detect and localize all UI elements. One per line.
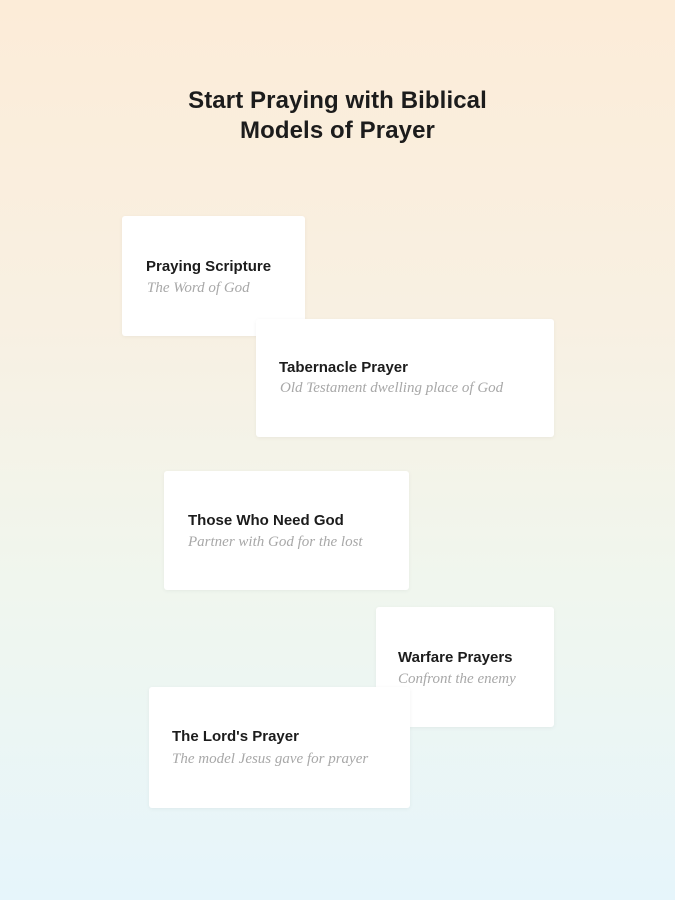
- prayer-card-those-who-need-god[interactable]: [164, 471, 409, 590]
- page-title-line-1: Start Praying with Biblical: [188, 87, 487, 114]
- page-title: [0, 86, 675, 146]
- prayer-card-title: Those Who Need God: [188, 512, 344, 529]
- prayer-card-subtitle: Partner with God for the lost: [188, 534, 363, 550]
- prayer-card-subtitle: The model Jesus gave for prayer: [172, 751, 369, 767]
- prayer-card-title: The Lord's Prayer: [172, 728, 299, 745]
- prayer-card-title: Praying Scripture: [146, 258, 272, 275]
- page-title-line-2: Models of Prayer: [240, 117, 435, 144]
- prayer-card-title: Warfare Prayers: [398, 649, 513, 666]
- prayer-card-subtitle: Confront the enemy: [398, 671, 516, 687]
- prayer-card-subtitle: The Word of God: [147, 280, 250, 296]
- prayer-card-tabernacle-prayer[interactable]: [256, 319, 554, 437]
- prayer-card-praying-scripture[interactable]: [122, 216, 305, 336]
- prayer-card-title: Tabernacle Prayer: [279, 359, 408, 376]
- prayer-card-lords-prayer[interactable]: [149, 687, 410, 808]
- prayer-card-subtitle: Old Testament dwelling place of God: [280, 380, 504, 396]
